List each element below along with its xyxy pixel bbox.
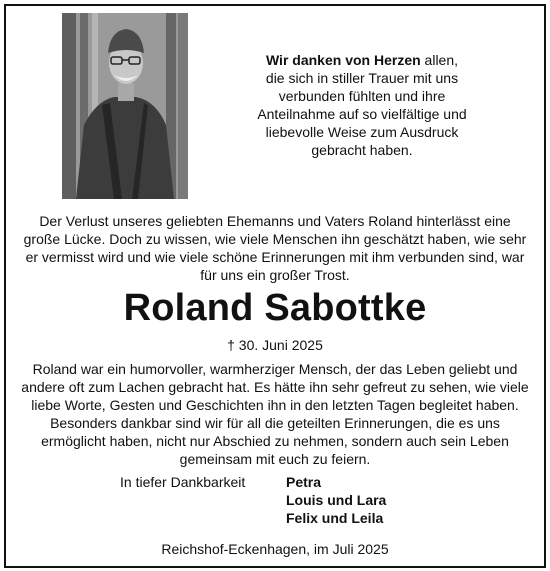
portrait-photo <box>62 13 188 199</box>
message-line: andere oft zum Lachen gebracht hat. Es hätte ihn sehr gefreut zu sehen, wie viele <box>21 379 529 395</box>
loss-line: große Lücke. Doch zu wissen, wie viele Menschen ihn geschätzt haben, wie sehr <box>23 231 527 247</box>
loss-line: Der Verlust unseres geliebten Ehemanns und Vaters Roland hinterlässt eine <box>39 213 511 229</box>
message-paragraph <box>0 360 550 468</box>
deceased-name: Roland Sabottke <box>123 287 427 329</box>
loss-paragraph <box>0 212 550 284</box>
signature-name: Felix und Leila <box>286 510 384 526</box>
message-line: Roland war ein humorvoller, warmherziger Mensch, der das Leben geliebt und <box>32 361 518 377</box>
death-date: 30. Juni 2025 <box>238 337 323 353</box>
thanks-line: die sich in stiller Trauer mit uns <box>265 70 459 86</box>
loss-line: für uns ein großer Trost. <box>200 267 350 283</box>
signature-name: Louis und Lara <box>286 492 387 508</box>
portrait-image <box>62 13 188 199</box>
death-date-line <box>0 336 550 354</box>
signature-name: Petra <box>286 474 322 490</box>
signature-label: In tiefer Dankbarkeit <box>120 474 246 490</box>
cross-icon: † <box>227 337 235 353</box>
thanks-line: verbunden fühlten und ihre <box>278 88 446 104</box>
message-line: Besonders dankbar sind wir für all die geteilten Erinnerungen, die es uns <box>50 415 500 431</box>
thanks-lead-bold: Wir danken von Herzen <box>265 52 421 68</box>
thanks-text <box>232 51 492 159</box>
signature-names <box>286 473 386 527</box>
place-date: Reichshof-Eckenhagen, im Juli 2025 <box>161 541 389 557</box>
thanks-line: Anteilnahme auf so vielfältige und <box>257 106 467 122</box>
message-line: gemeinsam mit euch zu feiern. <box>179 451 371 467</box>
loss-line: er vermisst wird und wie viele schöne Erinnerungen mit ihm verbunden sind, war <box>25 249 525 265</box>
thanks-lead-rest: allen, <box>420 52 459 68</box>
thanks-line: gebracht haben. <box>311 142 413 158</box>
message-line: ermöglicht haben, nicht nur Abschied zu nehmen, sondern auch sein Leben <box>41 433 509 449</box>
message-line: liebe Worte, Gesten und Geschichten ihn in den letzten Tagen begleitet haben. <box>31 397 519 413</box>
thanks-line: liebevolle Weise zum Ausdruck <box>265 124 459 140</box>
